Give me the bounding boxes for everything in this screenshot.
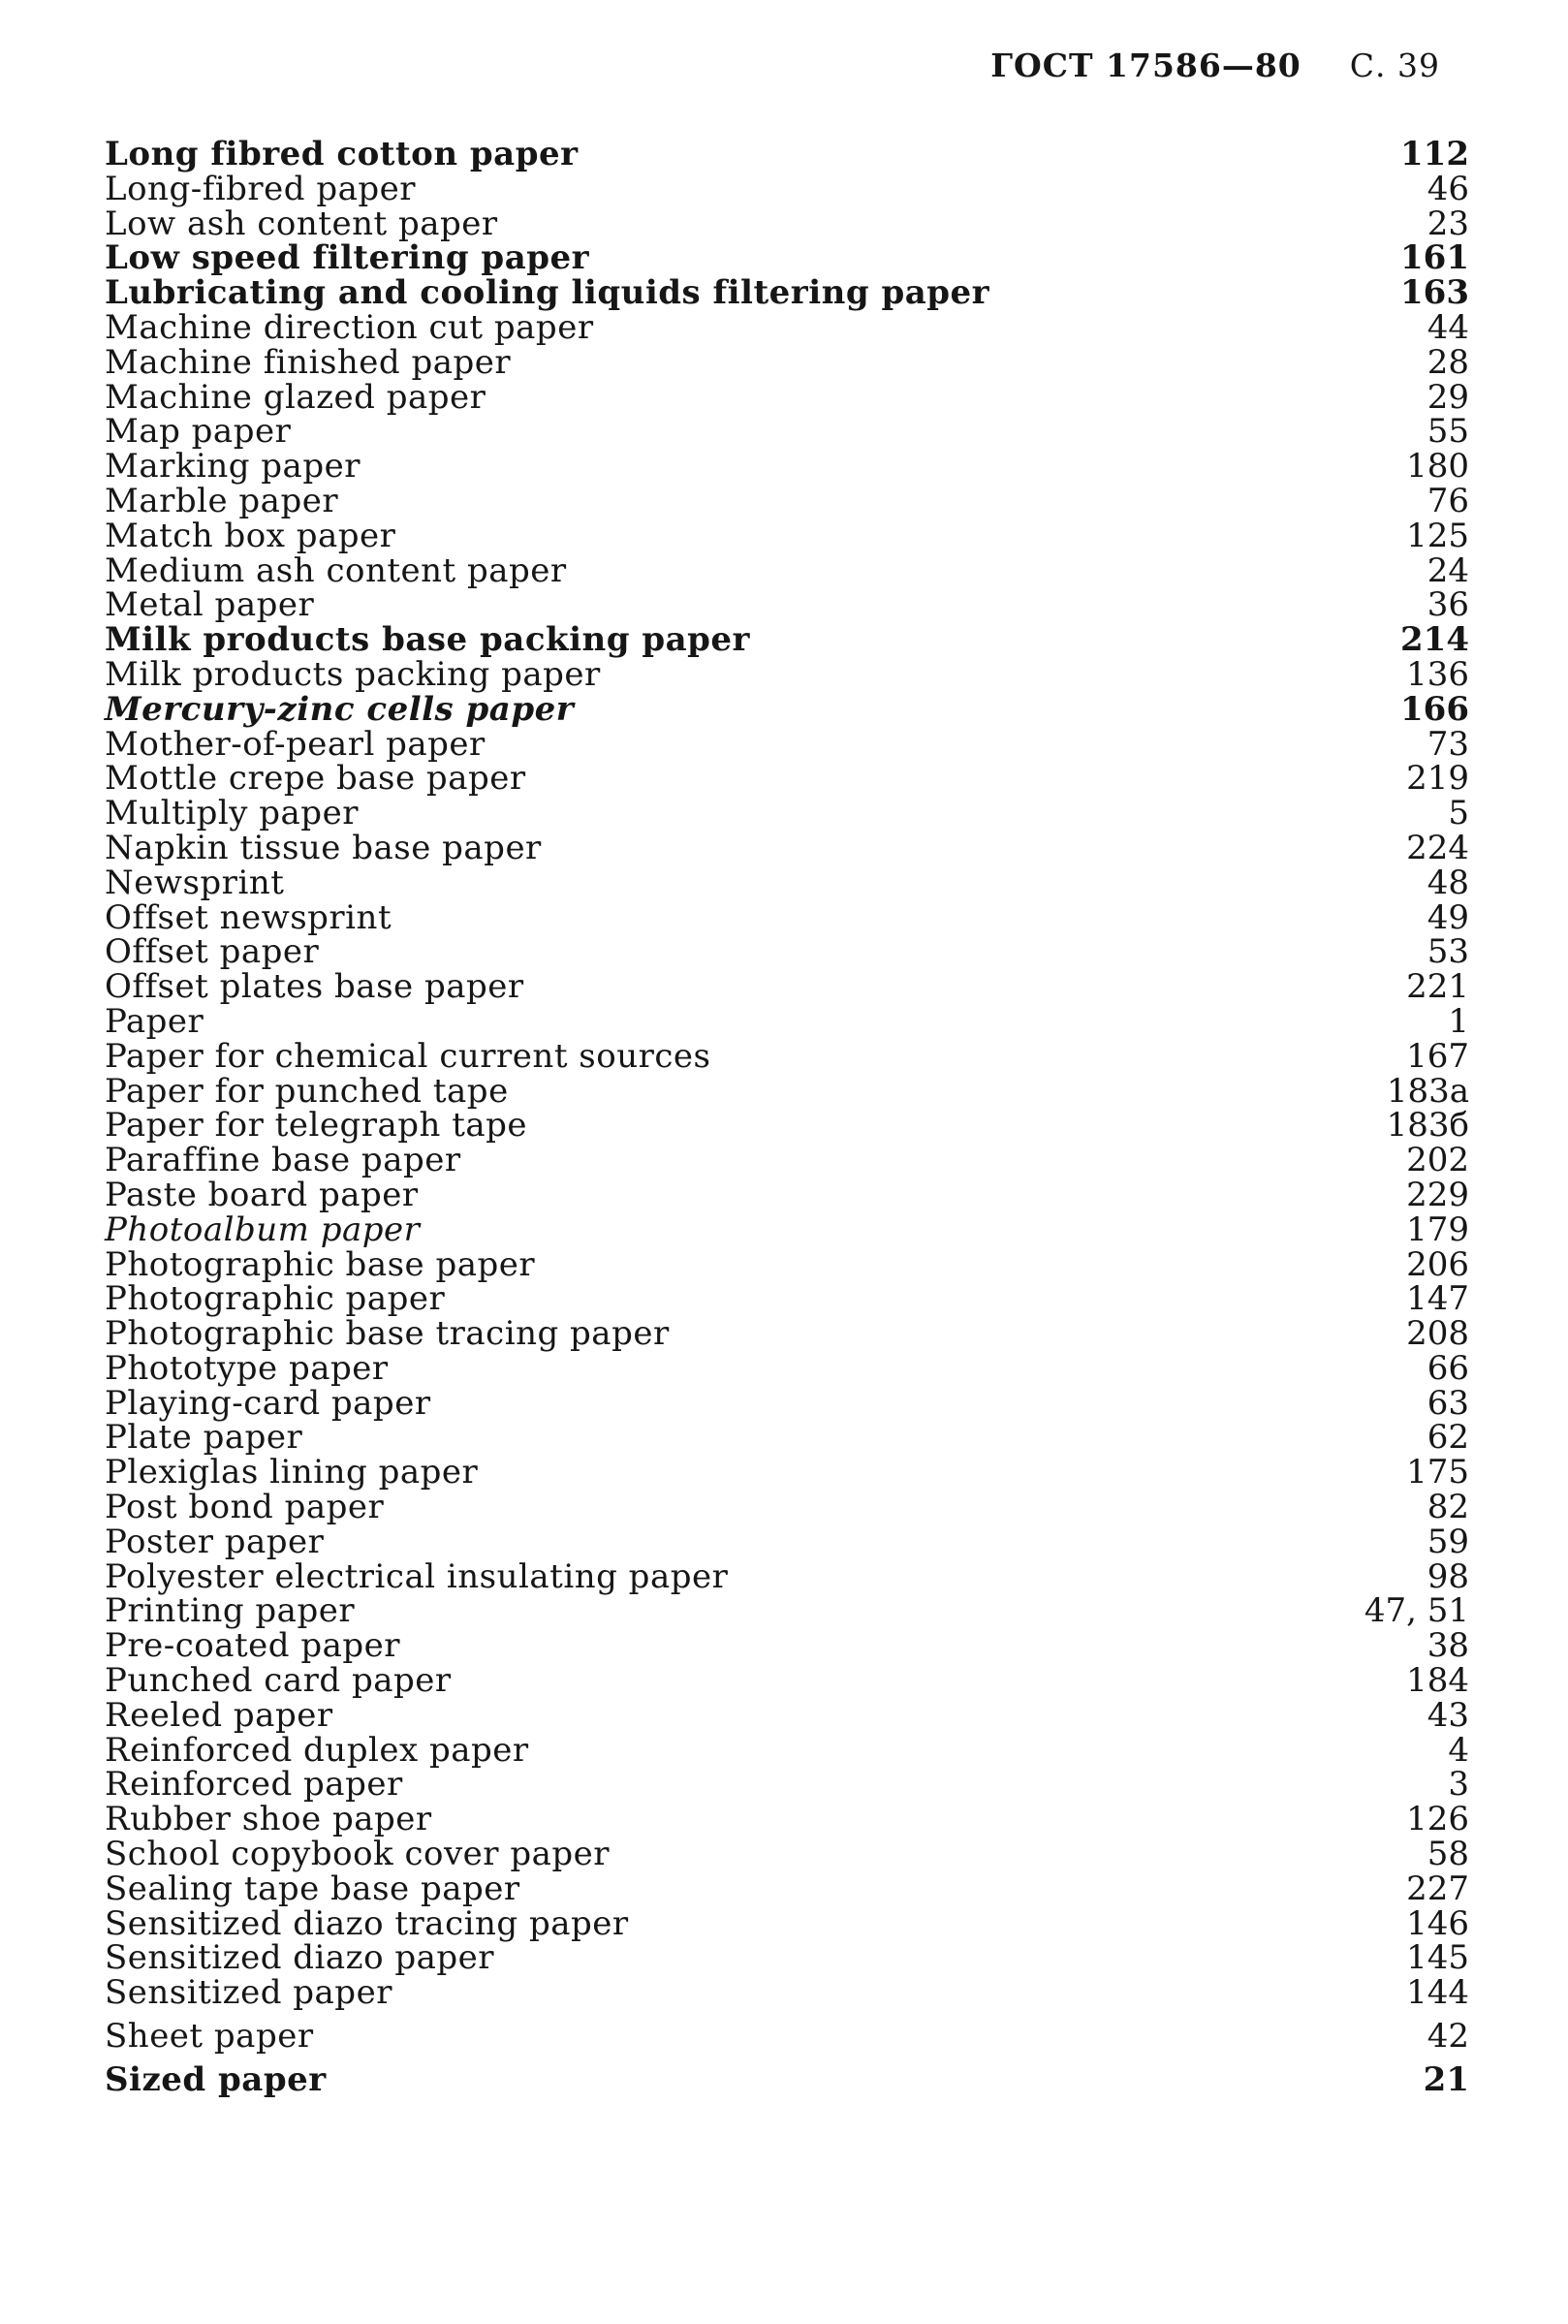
index-number: 53	[1427, 932, 1469, 972]
page-number: С. 39	[1349, 47, 1440, 84]
index-number: 167	[1406, 1036, 1469, 1076]
index-term: Photographic base paper	[105, 1244, 536, 1284]
index-number: 206	[1406, 1244, 1469, 1284]
index-entry	[105, 654, 1469, 694]
index-entry	[105, 1556, 1469, 1596]
index-number: 175	[1406, 1453, 1469, 1492]
index-entry	[105, 342, 1469, 382]
index-number: 136	[1406, 654, 1469, 694]
index-entry	[105, 794, 1469, 833]
index-entry	[105, 1765, 1469, 1805]
index-number: 62	[1427, 1418, 1469, 1458]
index-number: 224	[1406, 828, 1469, 867]
index-number: 4	[1448, 1730, 1469, 1770]
index-number: 66	[1427, 1348, 1469, 1388]
index-number: 180	[1406, 447, 1469, 487]
index-entry	[105, 1591, 1469, 1631]
index-number: 161	[1400, 238, 1469, 278]
index-entry	[105, 1695, 1469, 1735]
index-term: Machine finished paper	[105, 342, 512, 382]
index-term: Low ash content paper	[105, 204, 498, 243]
index-term: Milk products packing paper	[105, 654, 601, 694]
index-entry	[105, 1036, 1469, 1076]
index-number: 166	[1400, 689, 1469, 729]
index-entry	[105, 1141, 1469, 1180]
index-entry	[105, 1869, 1469, 1908]
index-term: Printing paper	[105, 1591, 356, 1631]
index-term: Paper for chemical current sources	[105, 1036, 711, 1076]
index-entry	[105, 447, 1469, 487]
index-number: 219	[1406, 759, 1469, 799]
index-term: Reinforced duplex paper	[105, 1730, 529, 1770]
index-entry	[105, 377, 1469, 417]
index-entry	[105, 135, 1469, 173]
index-term: Medium ash content paper	[105, 550, 567, 590]
index-number: 59	[1427, 1522, 1469, 1561]
index-term: Napkin tissue base paper	[105, 828, 542, 867]
index-number: 49	[1427, 897, 1469, 937]
index-term: Polyester electrical insulating paper	[105, 1556, 729, 1596]
index-number: 24	[1427, 550, 1469, 590]
index-term: Multiply paper	[105, 794, 359, 833]
index-entry	[105, 1522, 1469, 1561]
index-term: Sensitized diazo paper	[105, 1938, 495, 1978]
index-term: Newsprint	[105, 863, 285, 902]
page-header	[990, 47, 1440, 84]
index-entry	[105, 204, 1469, 243]
index-number: 36	[1427, 585, 1469, 625]
index-number: 48	[1427, 863, 1469, 902]
index-entry	[105, 724, 1469, 764]
index-term: Sealing tape base paper	[105, 1869, 520, 1908]
index-number: 98	[1427, 1556, 1469, 1596]
index-number: 21	[1423, 2059, 1469, 2099]
standard-code: ГОСТ 17586—80	[990, 47, 1301, 84]
index-entry	[105, 2059, 1469, 2099]
index-number: 1	[1448, 1001, 1469, 1041]
index-term: Paraffine base paper	[105, 1141, 461, 1180]
index-entry	[105, 1348, 1469, 1388]
index-entry	[105, 412, 1469, 452]
index-term: Photographic base tracing paper	[105, 1314, 670, 1354]
index-number: 55	[1427, 412, 1469, 452]
index-entry	[105, 1175, 1469, 1214]
index-entry	[105, 1661, 1469, 1701]
index-term: Long-fibred paper	[105, 169, 417, 208]
index-number: 42	[1427, 2017, 1469, 2057]
index-entry	[105, 1383, 1469, 1423]
index-term: Plexiglas lining paper	[105, 1453, 479, 1492]
index-number: 208	[1406, 1314, 1469, 1354]
index-term: Match box paper	[105, 516, 396, 555]
index-number: 183a	[1386, 1071, 1469, 1111]
index-entry	[105, 273, 1469, 313]
index-term: Offset plates base paper	[105, 967, 524, 1007]
index-entry	[105, 1418, 1469, 1458]
index-entry	[105, 863, 1469, 902]
index-term: Paper for telegraph tape	[105, 1106, 528, 1146]
index-number: 29	[1427, 377, 1469, 417]
index-entry	[105, 932, 1469, 972]
index-term: Marking paper	[105, 447, 361, 487]
index-number: 125	[1406, 516, 1469, 555]
index-number: 183б	[1386, 1106, 1469, 1146]
index-entry	[105, 1244, 1469, 1284]
index-term: Milk products base packing paper	[105, 620, 750, 660]
index-term: Sensitized paper	[105, 1973, 392, 2013]
index-entry	[105, 689, 1469, 729]
index-term: Paste board paper	[105, 1175, 419, 1214]
index-entry	[105, 1800, 1469, 1839]
index-entry	[105, 1730, 1469, 1770]
index-number: 227	[1406, 1869, 1469, 1908]
index-number: 5	[1448, 794, 1469, 833]
index-number: 23	[1427, 204, 1469, 243]
index-entry	[105, 1903, 1469, 1943]
index-number: 38	[1427, 1626, 1469, 1666]
index-term: Metal paper	[105, 585, 315, 625]
index-number: 214	[1400, 620, 1469, 660]
index-term: Photographic paper	[105, 1279, 446, 1319]
index-term: Photoalbum paper	[105, 1209, 421, 1249]
index-term: Rubber shoe paper	[105, 1800, 432, 1839]
index-term: Pre-coated paper	[105, 1626, 401, 1666]
index-entry	[105, 1001, 1469, 1041]
index-term: Mottle crepe base paper	[105, 759, 526, 799]
index-term: Machine glazed paper	[105, 377, 486, 417]
index-entry	[105, 481, 1469, 520]
index-term: Marble paper	[105, 481, 339, 520]
index-entry	[105, 1106, 1469, 1146]
index-term: Punched card paper	[105, 1661, 452, 1701]
index-term: Phototype paper	[105, 1348, 389, 1388]
index-number: 3	[1448, 1765, 1469, 1805]
index-term: Sheet paper	[105, 2017, 314, 2057]
index-number: 184	[1406, 1661, 1469, 1701]
index-term: Post bond paper	[105, 1488, 385, 1527]
index-number: 202	[1406, 1141, 1469, 1180]
index-term: Playing-card paper	[105, 1383, 431, 1423]
index-entry	[105, 1279, 1469, 1319]
index-entry	[105, 585, 1469, 625]
index-entry	[105, 516, 1469, 555]
index-entry	[105, 1453, 1469, 1492]
index-entry	[105, 1314, 1469, 1354]
index-number: 179	[1406, 1209, 1469, 1249]
index-entry	[105, 1626, 1469, 1666]
index-number: 163	[1400, 273, 1469, 313]
index-term: Long fibred cotton paper	[105, 135, 579, 173]
index-entry	[105, 967, 1469, 1007]
index-term: School copybook cover paper	[105, 1835, 611, 1874]
index-entry	[105, 620, 1469, 660]
index-number: 63	[1427, 1383, 1469, 1423]
index-number: 44	[1427, 307, 1469, 347]
index-term: Lubricating and cooling liquids filtering paper	[105, 273, 990, 313]
index-entry	[105, 1973, 1469, 2013]
index-number: 47, 51	[1364, 1591, 1469, 1631]
index-entry	[105, 2017, 1469, 2057]
index-term: Low speed filtering paper	[105, 238, 590, 278]
index-entry	[105, 1938, 1469, 1978]
index-entry	[105, 169, 1469, 208]
index-number: 82	[1427, 1488, 1469, 1527]
index-number: 147	[1406, 1279, 1469, 1319]
index-entry	[105, 1837, 1469, 1872]
index-number: 43	[1427, 1695, 1469, 1735]
index-entry	[105, 759, 1469, 799]
index-term: Sized paper	[105, 2059, 327, 2099]
index-entry	[105, 550, 1469, 590]
index-number: 58	[1427, 1835, 1469, 1874]
index-term: Reeled paper	[105, 1695, 333, 1735]
index-number: 28	[1427, 342, 1469, 382]
index-term: Machine direction cut paper	[105, 307, 594, 347]
index-number: 229	[1406, 1175, 1469, 1214]
index-entry	[105, 1071, 1469, 1111]
index-number: 145	[1406, 1938, 1469, 1978]
index-term: Sensitized diazo tracing paper	[105, 1903, 629, 1943]
index-entry	[105, 897, 1469, 937]
index-entry	[105, 1209, 1469, 1249]
index-number: 144	[1406, 1973, 1469, 2013]
index-term: Poster paper	[105, 1522, 325, 1561]
index-number: 126	[1406, 1800, 1469, 1839]
index-term: Offset newsprint	[105, 897, 392, 937]
index-term: Map paper	[105, 412, 292, 452]
term-index-list	[105, 135, 1469, 2099]
index-entry	[105, 828, 1469, 867]
index-number: 112	[1400, 135, 1469, 173]
index-term: Mother-of-pearl paper	[105, 724, 486, 764]
index-entry	[105, 238, 1469, 278]
index-term: Offset paper	[105, 932, 320, 972]
index-entry	[105, 307, 1469, 347]
index-term: Plate paper	[105, 1418, 303, 1458]
index-number: 73	[1427, 724, 1469, 764]
index-number: 46	[1427, 169, 1469, 208]
index-number: 146	[1406, 1903, 1469, 1943]
index-term: Mercury-zinc cells paper	[105, 689, 575, 729]
index-term: Paper	[105, 1001, 204, 1041]
index-entry	[105, 1488, 1469, 1527]
index-term: Paper for punched tape	[105, 1071, 509, 1111]
index-number: 76	[1427, 481, 1469, 520]
index-term: Reinforced paper	[105, 1765, 403, 1805]
index-number: 221	[1406, 967, 1469, 1007]
